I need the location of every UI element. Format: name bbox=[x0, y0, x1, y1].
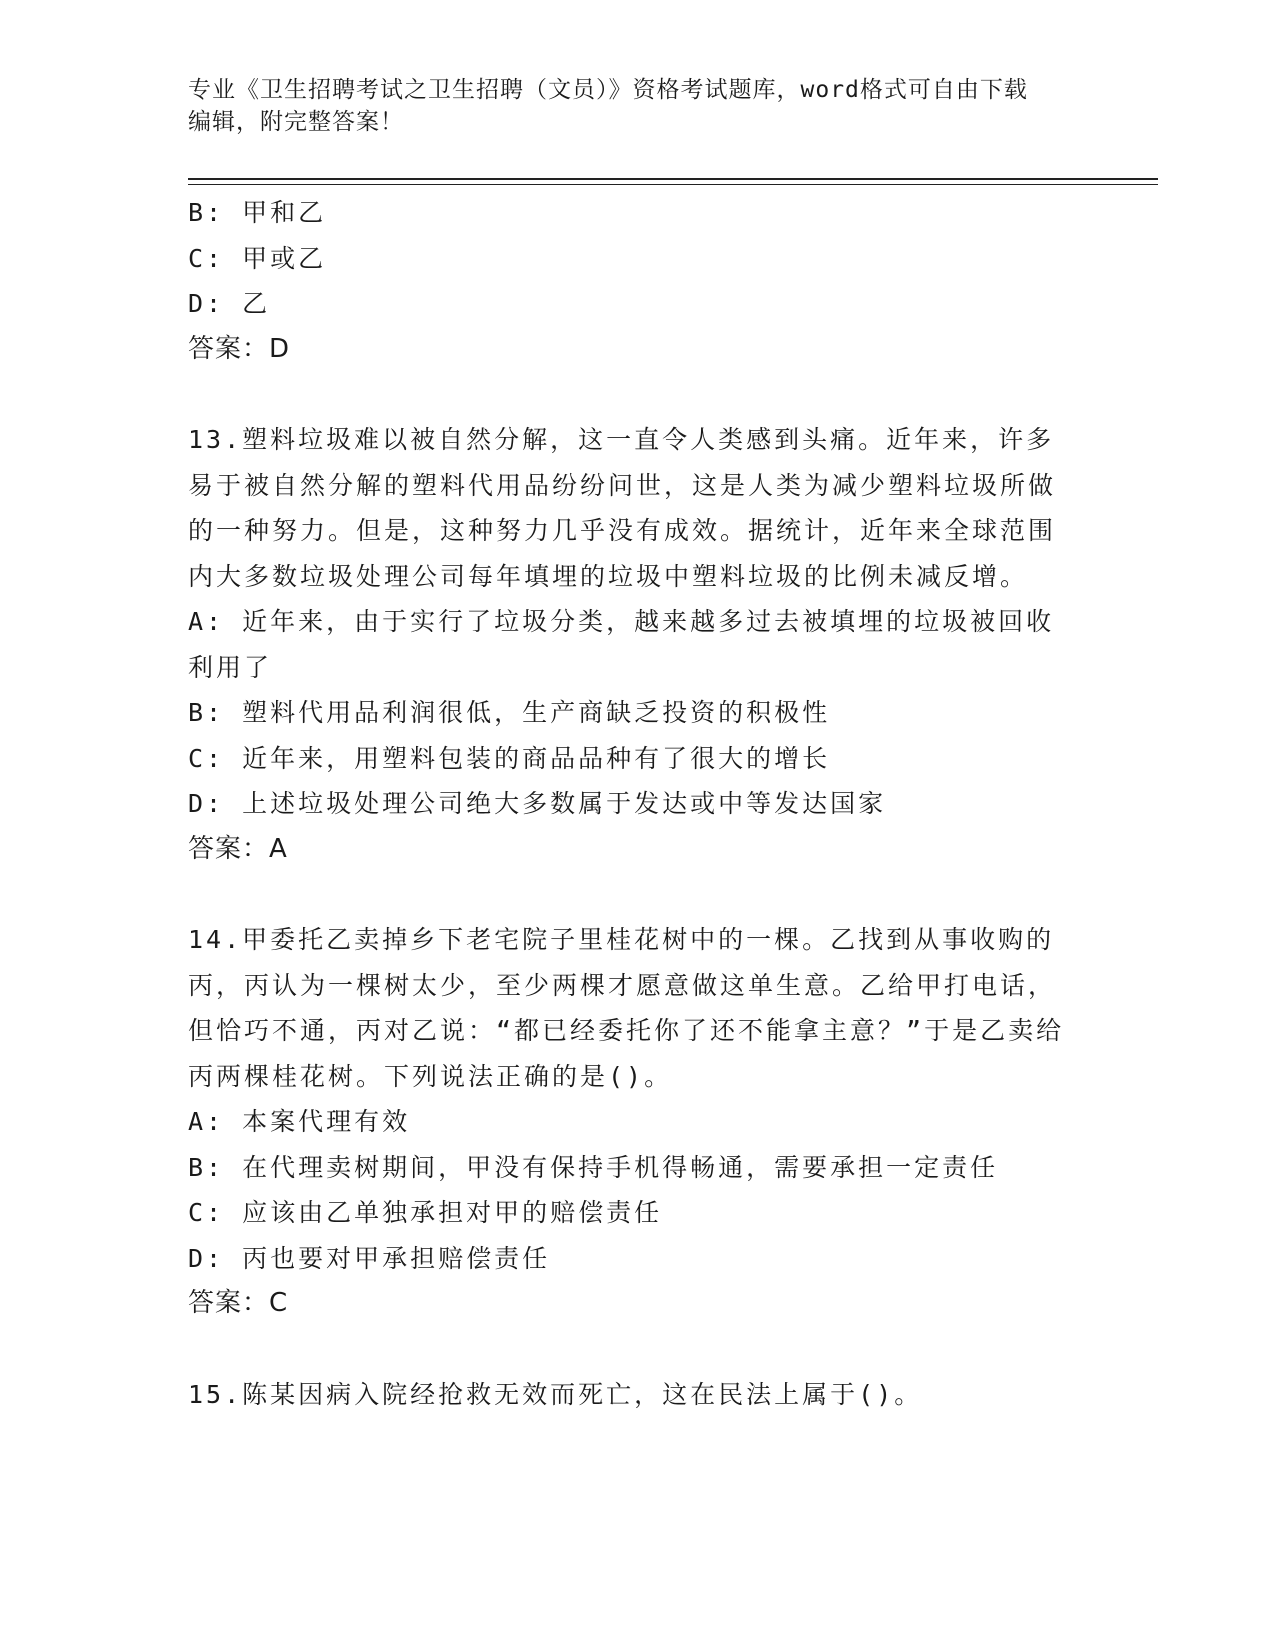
question-15 bbox=[188, 1372, 1078, 1418]
question-12 bbox=[188, 190, 1078, 372]
header-rule-thick bbox=[188, 178, 1158, 180]
document-header bbox=[188, 74, 1068, 138]
question-stem: 15.陈某因病入院经抢救无效而死亡，这在民法上属于()。 bbox=[188, 1379, 923, 1409]
option-b: B: 在代理卖树期间，甲没有保持手机得畅通，需要承担一定责任 bbox=[188, 1152, 999, 1182]
option-a: A: 近年来，由于实行了垃圾分类，越来越多过去被填埋的垃圾被回收利用了 bbox=[188, 607, 1055, 682]
answer: 答案：A bbox=[188, 833, 288, 864]
answer: 答案：D bbox=[188, 333, 291, 364]
question-stem: 14.甲委托乙卖掉乡下老宅院子里桂花树中的一棵。乙找到从事收购的丙，丙认为一棵树太少，至少两棵才愿意做这单生意。乙给甲打电话，但恰巧不通，丙对乙说：“都已经委托你了还不能拿主意？”于是乙卖给丙两棵桂花树。下列说法正确的是()。 bbox=[188, 925, 1065, 1091]
option-c: C: 甲或乙 bbox=[188, 243, 327, 273]
option-d: D: 上述垃圾处理公司绝大多数属于发达或中等发达国家 bbox=[188, 789, 887, 818]
header-rule-thin bbox=[188, 184, 1158, 185]
question-13 bbox=[188, 417, 1078, 872]
question-stem: 13.塑料垃圾难以被自然分解，这一直令人类感到头痛。近年来，许多易于被自然分解的塑料代用品纷纷问世，这是人类为减少塑料垃圾所做的一种努力。但是，这种努力几乎没有成效。据统计，近年来全球范围内大多数垃圾处理公司每年填埋的垃圾中塑料垃圾的比例未减反增。 bbox=[188, 425, 1057, 591]
answer: 答案：C bbox=[188, 1288, 289, 1318]
option-d: D: 乙 bbox=[188, 289, 271, 318]
header-line-2: 编辑，附完整答案！ bbox=[188, 109, 404, 135]
option-a: A: 本案代理有效 bbox=[188, 1107, 411, 1136]
option-c: C: 近年来，用塑料包装的商品品种有了很大的增长 bbox=[188, 743, 831, 773]
question-14 bbox=[188, 917, 1078, 1327]
option-c: C: 应该由乙单独承担对甲的赔偿责任 bbox=[188, 1198, 663, 1227]
header-line-1: 专业《卫生招聘考试之卫生招聘（文员）》资格考试题库，word格式可自由下载 bbox=[188, 77, 1028, 103]
option-b: B: 塑料代用品利润很低，生产商缺乏投资的积极性 bbox=[188, 698, 831, 727]
question-list bbox=[188, 190, 1078, 1417]
option-b: B: 甲和乙 bbox=[188, 198, 327, 227]
option-d: D: 丙也要对甲承担赔偿责任 bbox=[188, 1243, 551, 1273]
